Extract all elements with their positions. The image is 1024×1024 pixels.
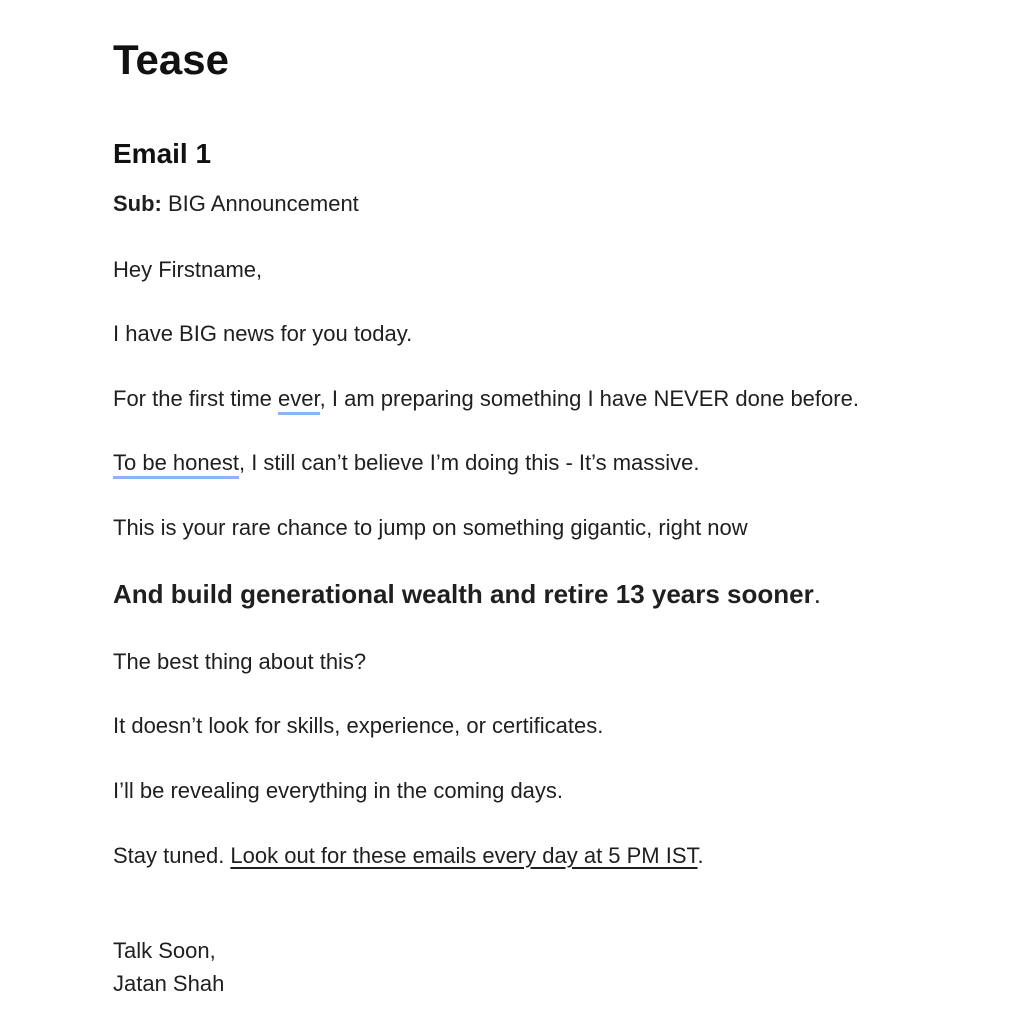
paragraph-9-start: Stay tuned. [113,843,231,868]
subject-text: BIG Announcement [161,191,359,216]
document-title: Tease [113,36,229,83]
paragraph-2-start: For the first time [113,386,279,411]
paragraph-3-end: , I still can’t believe I’m doing this - It’s massive. [238,450,700,475]
paragraph-9-end: . [697,843,704,868]
paragraph-9 [113,842,704,870]
signoff-text: Talk Soon, [113,938,216,963]
paragraph-3 [113,449,700,477]
paragraph-5 [113,578,821,610]
underlined-schedule-text: Look out for these emails every day at 5 PM IST [230,843,698,868]
paragraph-5-bold: And build generational wealth and retire 13 years sooner [113,579,814,609]
paragraph-6: The best thing about this? [113,649,367,674]
paragraph-7: It doesn’t look for skills, experience, or certificates. [113,713,604,738]
grammar-suggestion-to-be-honest[interactable]: To be honest [113,450,239,479]
paragraph-8: I’ll be revealing everything in the coming days. [113,778,564,803]
paragraph-2 [113,385,859,413]
paragraph-2-end: , I am preparing something I have NEVER done before. [319,386,859,411]
greeting-text: Hey Firstname, [113,257,263,282]
paragraph-4: This is your rare chance to jump on something gigantic, right now [113,515,748,540]
paragraph-1: I have BIG news for you today. [113,321,413,346]
paragraph-5-end: . [813,579,821,609]
subject-line [113,190,359,218]
grammar-suggestion-ever[interactable]: ever [278,386,320,415]
signature-text: Jatan Shah [113,971,225,996]
subject-label: Sub: [113,191,162,216]
email-heading: Email 1 [113,138,212,169]
